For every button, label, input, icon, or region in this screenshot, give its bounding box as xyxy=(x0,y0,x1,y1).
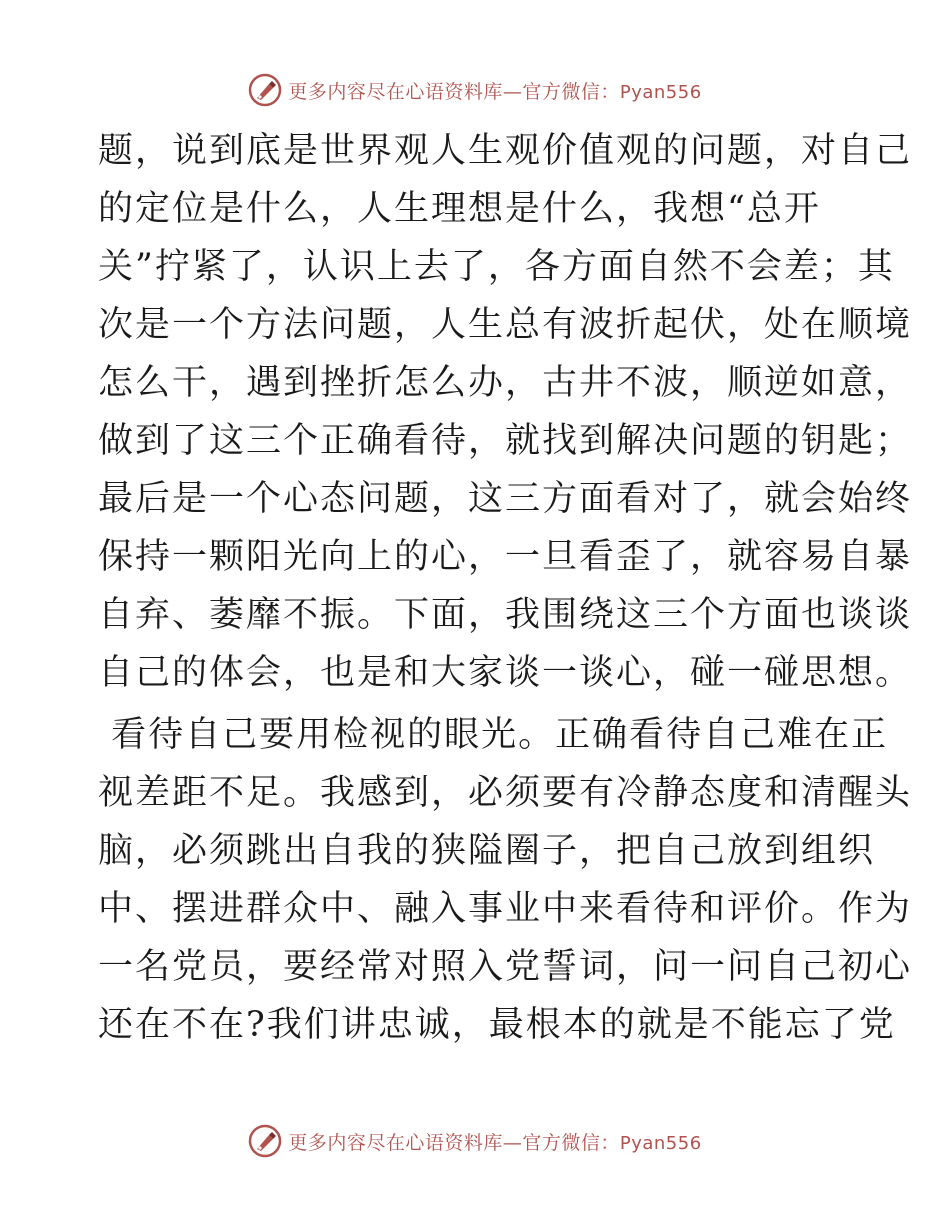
watermark-wechat-label: 官方微信： xyxy=(522,80,620,103)
text-line: 关”拧紧了，认识上去了，各方面自然不会差；其 xyxy=(98,247,895,287)
text-line: 的定位是什么，人生理想是什么，我想“总开 xyxy=(98,189,821,229)
watermark-wechat-label: 官方微信： xyxy=(522,1131,620,1154)
watermark-main: 更多内容尽在心语资料库 xyxy=(288,80,503,103)
text-line: 脑，必须跳出自我的狭隘圈子，把自己放到组织 xyxy=(98,831,876,871)
text-line: 题，说到底是世界观人生观价值观的问题，对自己 xyxy=(98,131,913,171)
watermark-text xyxy=(288,77,701,104)
text-line: 自己的体会，也是和大家谈一谈心，碰一碰思想。 xyxy=(98,653,913,693)
paragraph-1 xyxy=(98,122,913,702)
pen-nib-logo-icon xyxy=(248,73,282,107)
text-line: 保持一颗阳光向上的心，一旦看歪了，就容易自暴 xyxy=(98,537,913,577)
watermark-text xyxy=(288,1128,701,1155)
pen-nib-logo-icon xyxy=(248,1124,282,1158)
text-line: 还在不在?我们讲忠诚，最根本的就是不能忘了党 xyxy=(98,1005,896,1045)
watermark-dash: — xyxy=(502,80,523,103)
header-watermark xyxy=(0,70,950,110)
footer-watermark xyxy=(0,1121,950,1161)
watermark-wechat-id: Pyan556 xyxy=(619,1132,702,1154)
text-line: 一名党员，要经常对照入党誓词，问一问自己初心 xyxy=(98,947,913,987)
watermark-main: 更多内容尽在心语资料库 xyxy=(288,1131,503,1154)
watermark-dash: — xyxy=(502,1131,523,1154)
text-line: 最后是一个心态问题，这三方面看对了，就会始终 xyxy=(98,479,913,519)
text-line: 次是一个方法问题，人生总有波折起伏，处在顺境 xyxy=(98,305,913,345)
text-line: 视差距不足。我感到，必须要有冷静态度和清醒头 xyxy=(98,773,913,813)
text-line: 怎么干，遇到挫折怎么办，古井不波，顺逆如意， xyxy=(98,363,913,403)
text-line: 做到了这三个正确看待，就找到解决问题的钥匙； xyxy=(98,421,913,461)
watermark-wechat-id: Pyan556 xyxy=(619,81,702,103)
text-line: 自弃、萎靡不振。下面，我围绕这三个方面也谈谈 xyxy=(98,595,913,635)
text-line: 中、摆进群众中、融入事业中来看待和评价。作为 xyxy=(98,889,913,929)
document-body xyxy=(98,122,913,1054)
text-line: 看待自己要用检视的眼光。正确看待自己难在正 xyxy=(98,715,889,755)
paragraph-2 xyxy=(98,706,913,1054)
